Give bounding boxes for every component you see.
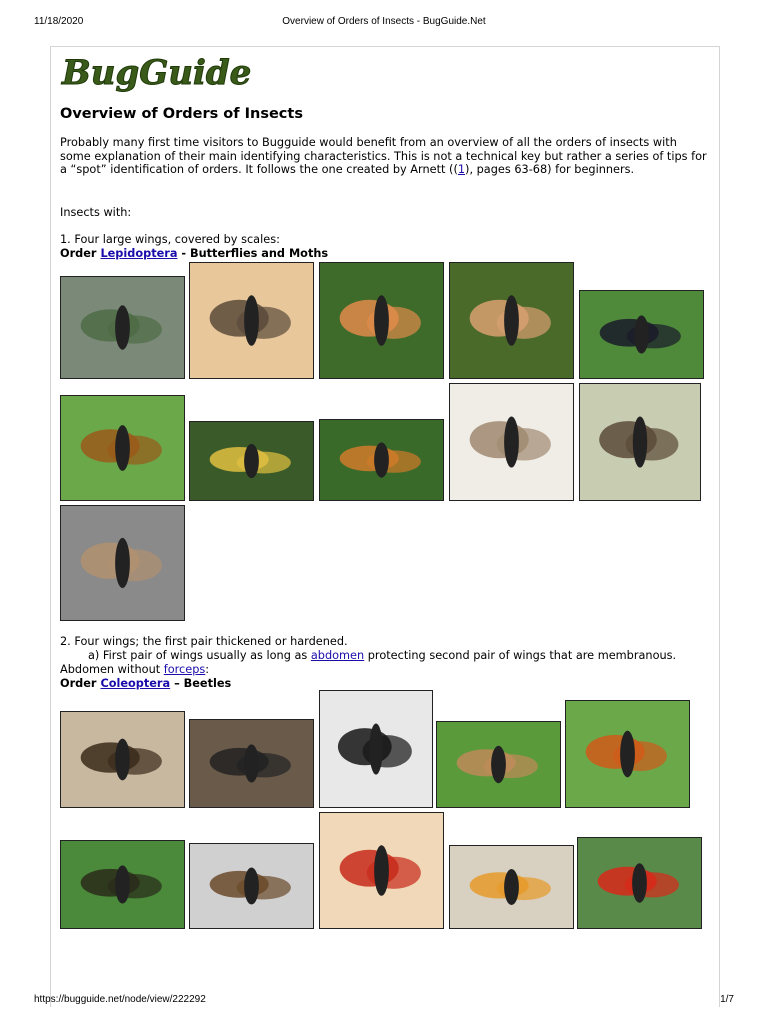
insect-body (504, 416, 519, 467)
order-prefix: Order (60, 677, 101, 690)
page-title: Overview of Orders of Insects (60, 106, 303, 122)
section2-abdomen-line (60, 663, 209, 677)
lepidoptera-image-1[interactable] (60, 276, 185, 379)
coleoptera-link[interactable]: Coleoptera (100, 677, 171, 690)
lepidoptera-image-5[interactable] (579, 290, 704, 379)
coleoptera-image-9[interactable] (449, 845, 574, 929)
insect-body (491, 746, 506, 783)
insect-body (374, 845, 389, 896)
lepidoptera-image-2[interactable] (189, 262, 314, 379)
insect-body (244, 744, 259, 782)
bugguide-logo[interactable] (60, 50, 252, 98)
skipper-photo (61, 396, 184, 500)
coleoptera-image-4[interactable] (436, 721, 561, 808)
lepidoptera-image-8[interactable] (319, 419, 444, 501)
weevil-photo (437, 722, 560, 807)
insect-body (115, 425, 130, 471)
fungus-beetle-photo (450, 846, 573, 928)
insect-body (244, 295, 259, 346)
insect-body (620, 731, 635, 778)
print-page-number: 1/7 (720, 994, 734, 1005)
coleoptera-image-6[interactable] (60, 840, 185, 929)
brown-moth-photo (190, 263, 313, 378)
firefly-photo (61, 841, 184, 928)
coleoptera-image-5[interactable] (565, 700, 690, 808)
lepidoptera-image-11[interactable] (60, 505, 185, 621)
geometer-moth-photo (450, 384, 573, 500)
insect-body (374, 442, 389, 477)
sub-a-prefix: a) First pair of wings usually as long as (88, 649, 311, 662)
diving-beetle-photo (61, 712, 184, 807)
abdomen-suffix: : (205, 663, 210, 676)
insect-body (244, 444, 259, 478)
swallowtail-photo (190, 422, 313, 500)
print-url: https://bugguide.net/node/view/222292 (34, 994, 206, 1005)
black-blue-moth-photo (580, 291, 703, 378)
insects-with-label: Insects with: (60, 206, 132, 219)
net-winged-beetle-photo (566, 701, 689, 807)
carrion-beetle-photo (190, 720, 313, 807)
lepidoptera-image-4[interactable] (449, 262, 574, 379)
section1-heading: 1. Four large wings, covered by scales: (60, 233, 280, 246)
lepidoptera-image-3[interactable] (319, 262, 444, 379)
insect-body (504, 869, 519, 905)
lepidoptera-image-10[interactable] (579, 383, 701, 501)
intro-text: Probably many first time visitors to Bugguide would benefit from an overview of all the orders of insects with some explanation of their main identifying characteristics. This is not a technical key but rather a series of tips for a “spot” identification of orders. It follows the one created by Arnett (( (60, 136, 707, 177)
coleoptera-image-2[interactable] (189, 719, 314, 808)
lady-beetle-photo (578, 838, 701, 928)
section2-heading: 2. Four wings; the first pair thickened or hardened. (60, 635, 348, 648)
insect-body (504, 295, 519, 346)
logo-text: BugGuide (62, 53, 252, 93)
insect-body (244, 868, 259, 905)
gray-moth-photo (580, 384, 700, 500)
coleoptera-image-7[interactable] (189, 843, 314, 929)
print-footer (0, 994, 768, 1008)
order-prefix: Order (60, 247, 101, 260)
coleoptera-image-8[interactable] (319, 812, 444, 929)
sphinx-moth-photo (61, 277, 184, 378)
section2-order-line (60, 677, 231, 691)
insect-body (115, 538, 130, 588)
insect-body (632, 863, 647, 903)
section1-order-line (60, 247, 328, 261)
insect-body (633, 416, 647, 467)
pink-yellow-moth-photo (320, 263, 443, 378)
insect-body (115, 865, 130, 903)
plume-moth-photo (450, 263, 573, 378)
reference-link[interactable]: 1 (457, 163, 466, 177)
insect-body (115, 739, 130, 781)
insect-body (115, 305, 130, 349)
print-header (0, 16, 768, 30)
section2-sub-a (60, 649, 676, 663)
abdomen-link[interactable]: abdomen (310, 649, 365, 662)
intro-paragraph (60, 136, 710, 177)
insect-body (374, 295, 389, 346)
lepidoptera-image-9[interactable] (449, 383, 574, 501)
abdomen-prefix: Abdomen without (60, 663, 164, 676)
print-date: 11/18/2020 (34, 16, 84, 27)
sub-a-suffix: protecting second pair of wings that are membranous. (364, 649, 677, 662)
lepidoptera-link[interactable]: Lepidoptera (100, 247, 178, 260)
bugguide-logo-image (60, 50, 252, 98)
coleoptera-image-10[interactable] (577, 837, 702, 929)
intro-text-end: ), pages 63-68) for beginners. (465, 163, 635, 177)
tan-moth-photo (61, 506, 184, 620)
carpet-beetle-photo (190, 844, 313, 928)
coleoptera-image-3[interactable] (319, 690, 433, 808)
red-beetle-photo (320, 813, 443, 928)
order-suffix: - Butterflies and Moths (177, 247, 329, 260)
print-page-title: Overview of Orders of Insects - BugGuide.Net (282, 16, 486, 27)
forceps-link[interactable]: forceps (163, 663, 206, 676)
coleoptera-image-1[interactable] (60, 711, 185, 808)
fritillary-photo (320, 420, 443, 500)
insect-body (369, 723, 382, 774)
insect-body (634, 315, 649, 353)
lepidoptera-image-6[interactable] (60, 395, 185, 501)
order-suffix: – Beetles (170, 677, 232, 690)
lepidoptera-image-7[interactable] (189, 421, 314, 501)
ground-beetle-photo (320, 691, 432, 807)
